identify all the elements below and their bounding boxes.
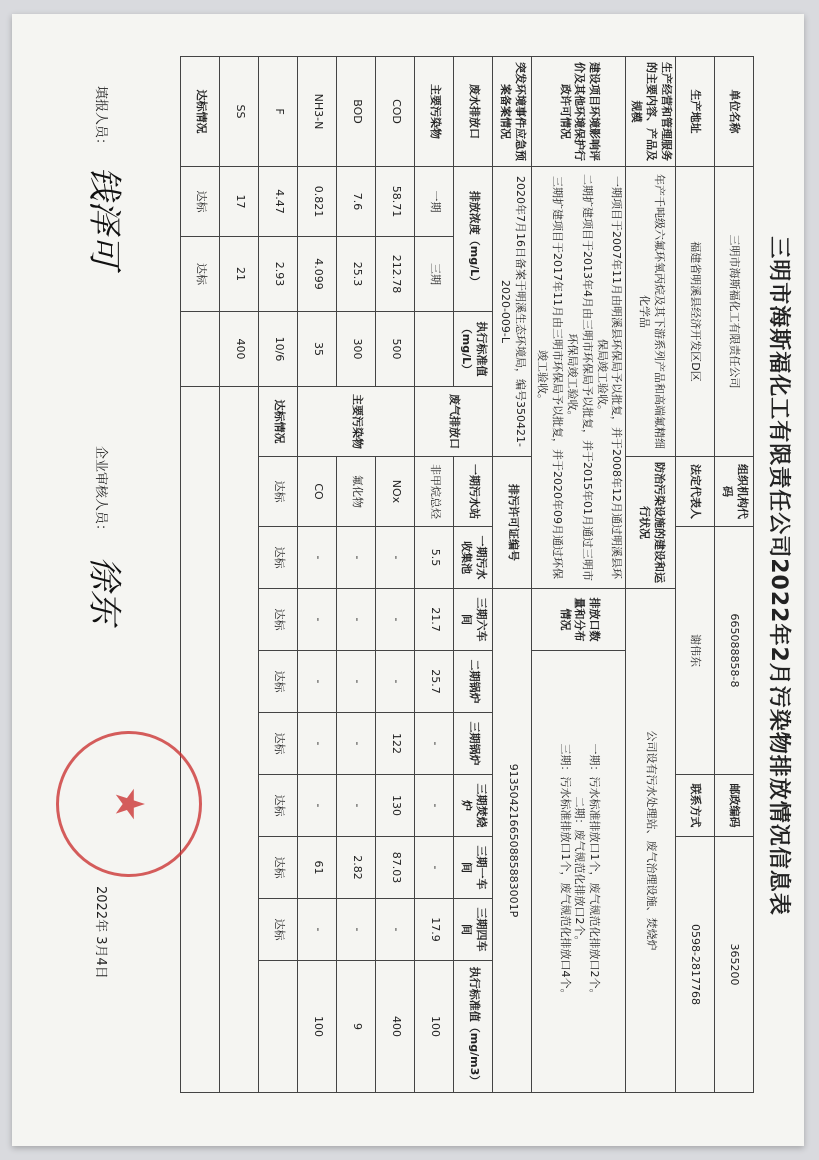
water-std: 35 xyxy=(298,312,337,387)
eia-text xyxy=(532,167,626,589)
row-water-compliance xyxy=(181,57,220,1093)
row-address xyxy=(676,57,715,1093)
legal-rep: 谢伟东 xyxy=(676,527,715,775)
company-seal xyxy=(56,731,202,877)
gas-value: 17.9 xyxy=(415,899,454,961)
gas-col-7: 三期一车间 xyxy=(454,837,493,899)
gas-col-5: 三期锅炉 xyxy=(454,713,493,775)
empty-cell xyxy=(415,312,454,387)
gas-value: - xyxy=(415,713,454,775)
gas-compliance: 达标 xyxy=(259,457,298,527)
row-emergency xyxy=(493,57,532,1093)
water-std: 10/6 xyxy=(259,312,298,387)
gas-value: - xyxy=(376,651,415,713)
gas-col-8: 三期四车间 xyxy=(454,899,493,961)
row-pollutant xyxy=(259,57,298,1093)
gas-value: 5.5 xyxy=(415,527,454,589)
gas-value: 2.82 xyxy=(337,837,376,899)
gas-value: - xyxy=(337,589,376,651)
gas-compliance-label: 达标情况 xyxy=(259,387,298,457)
gas-value: - xyxy=(298,775,337,837)
water-phase3-label: 三期 xyxy=(415,237,454,312)
water-pollutant-label: 主要污染物 xyxy=(415,57,454,167)
gas-value: - xyxy=(298,589,337,651)
org-code-label: 组织机构代码 xyxy=(715,457,754,527)
empty-cell xyxy=(181,387,220,1093)
eia-line: 一期项目于2007年11月由明溪县环保局予以批复，并于2008年12月通过明溪县环保局竣工验收。 xyxy=(595,176,624,579)
gas-value: 100 xyxy=(415,961,454,1093)
gas-pollutant-label: 主要污染物 xyxy=(298,387,415,457)
filler-signature: 钱泽可 xyxy=(84,166,124,268)
water-pollutant-name: COD xyxy=(376,57,415,167)
gas-value: 61 xyxy=(298,837,337,899)
postcode-label: 邮政编码 xyxy=(715,775,754,837)
water-std: 500 xyxy=(376,312,415,387)
gas-value: - xyxy=(415,837,454,899)
row-emission-header xyxy=(454,57,493,1093)
business: 年产千吨级六氟环氧丙烷及其下游系列产品和高端氟精细化学品 xyxy=(626,167,676,457)
row-pollutant xyxy=(376,57,415,1093)
gas-value: - xyxy=(415,775,454,837)
gas-value: 130 xyxy=(376,775,415,837)
business-label: 生产经营和管理服务的主要内容、产品及规模 xyxy=(626,57,676,167)
water-std: 400 xyxy=(220,312,259,387)
gas-compliance: 达标 xyxy=(259,775,298,837)
document-title: 三明市海斯福化工有限责任公司2022年2月污染物排放情况信息表 xyxy=(766,236,791,916)
gas-value: - xyxy=(298,651,337,713)
address: 福建省明溪县经济开发区D区 xyxy=(676,167,715,457)
water-value: 7.6 xyxy=(337,167,376,237)
gas-value: 400 xyxy=(376,961,415,1093)
gas-compliance: 达标 xyxy=(259,899,298,961)
gas-value: - xyxy=(376,899,415,961)
document-sheet xyxy=(12,14,804,1146)
emergency: 2020年7月16日备案于明溪生态环境局，编号350421-2020-009-L xyxy=(493,167,532,457)
row-pollutant xyxy=(337,57,376,1093)
water-outlet-label: 废水排放口 xyxy=(454,57,493,167)
eia-line: 二期扩建项目于2013年4月由三明市环保局予以批复，并于2015年01月通过三明市环保局竣工验收。 xyxy=(565,174,594,581)
gas-compliance: 达标 xyxy=(259,527,298,589)
org-code: 665088858-8 xyxy=(715,527,754,775)
water-value: 4.099 xyxy=(298,237,337,312)
water-value: 58.71 xyxy=(376,167,415,237)
permit-label: 排污许可证编号 xyxy=(493,457,532,589)
water-value: 2.93 xyxy=(259,237,298,312)
facility: 公司设有污水处理站、废气治理设施、焚烧炉 xyxy=(626,589,676,1093)
empty-cell xyxy=(259,961,298,1093)
gas-col-6: 三期焚烧炉 xyxy=(454,775,493,837)
gas-col-3: 三期六车间 xyxy=(454,589,493,651)
gas-compliance: 达标 xyxy=(259,589,298,651)
row-pollutant xyxy=(220,57,259,1093)
unit-name: 三明市海斯福化工有限责任公司 xyxy=(715,167,754,457)
water-phase1-label: 一期 xyxy=(415,167,454,237)
outlet-line: 二期：废气规范化排放口2个。 xyxy=(573,796,587,947)
row-pollutant xyxy=(298,57,337,1093)
water-pollutant-name: SS xyxy=(220,57,259,167)
facility-label: 防治污染设施的建设和运行状况 xyxy=(626,457,676,589)
water-value: 0.821 xyxy=(298,167,337,237)
gas-std-label: 执行标准值（mg/m3） xyxy=(454,961,493,1093)
gas-compliance: 达标 xyxy=(259,837,298,899)
gas-value: 21.7 xyxy=(415,589,454,651)
row-unit xyxy=(715,57,754,1093)
emergency-label: 突发环境事件应急预案备案情况 xyxy=(493,57,532,167)
gas-row-name: NOx xyxy=(376,457,415,527)
gas-row-name: CO xyxy=(298,457,337,527)
outlet-dist-label: 排放口数量和分布情况 xyxy=(532,589,626,651)
water-pollutant-name: BOD xyxy=(337,57,376,167)
gas-value: - xyxy=(298,527,337,589)
water-value: 25.3 xyxy=(337,237,376,312)
address-label: 生产地址 xyxy=(676,57,715,167)
outlet-dist-text xyxy=(532,651,626,1093)
filler-label: 填报人员： xyxy=(93,86,108,152)
report-date: 2022年 3月4日 xyxy=(93,886,108,979)
water-value: 4.47 xyxy=(259,167,298,237)
water-pollutant-name: F xyxy=(259,57,298,167)
reviewer-label: 企业审核人员： xyxy=(93,446,108,538)
water-compliance: 达标 xyxy=(181,167,220,237)
gas-value: - xyxy=(337,651,376,713)
gas-value: - xyxy=(337,527,376,589)
water-std: 300 xyxy=(337,312,376,387)
gas-value: - xyxy=(298,713,337,775)
empty-cell xyxy=(181,312,220,387)
gas-col-4: 二期锅炉 xyxy=(454,651,493,713)
permit-number: 91350421665088588300​1P xyxy=(493,589,532,1093)
water-std-label: 执行标准值（mg/L） xyxy=(454,312,493,387)
water-value: 21 xyxy=(220,237,259,312)
gas-value: 25.7 xyxy=(415,651,454,713)
gas-value: 87.03 xyxy=(376,837,415,899)
contact: 0598-2817768 xyxy=(676,837,715,1093)
outlet-line: 三期：污水标准排放口1个，废气规范化排放口4个。 xyxy=(558,743,572,1000)
info-table xyxy=(180,56,754,1093)
water-pollutant-name: NH3-N xyxy=(298,57,337,167)
gas-value: - xyxy=(376,527,415,589)
gas-value: - xyxy=(337,775,376,837)
water-conc-label: 排放浓度（mg/L） xyxy=(454,167,493,312)
gas-value: 122 xyxy=(376,713,415,775)
gas-col-2: 一期污水收集池 xyxy=(454,527,493,589)
gas-value: - xyxy=(337,899,376,961)
gas-value: - xyxy=(337,713,376,775)
gas-value: - xyxy=(376,589,415,651)
contact-label: 联系方式 xyxy=(676,775,715,837)
document-rotated-content xyxy=(42,26,802,1126)
gas-value: - xyxy=(298,899,337,961)
star-icon: ★ xyxy=(106,786,152,822)
gas-compliance: 达标 xyxy=(259,713,298,775)
postcode: 365200 xyxy=(715,837,754,1093)
water-compliance: 达标 xyxy=(181,237,220,312)
outlet-line: 一期：污水标准排放口1个，废气规范化排放口2个。 xyxy=(588,743,602,1000)
eia-label: 建设项目环境影响评价及其他环境保护行政许可情况 xyxy=(532,57,626,167)
gas-row-name: 氟化物 xyxy=(337,457,376,527)
legal-rep-label: 法定代表人 xyxy=(676,457,715,527)
gas-value: 9 xyxy=(337,961,376,1093)
reviewer-signature: 徐东 xyxy=(84,556,124,624)
gas-value: 100 xyxy=(298,961,337,1093)
empty-cell xyxy=(220,387,259,1093)
row-phase-header xyxy=(415,57,454,1093)
gas-compliance: 达标 xyxy=(259,651,298,713)
eia-line: 三期扩建项目于2017年11月由三明市环保局予以批复，并于2020年09月通过环保竣工验收。 xyxy=(536,176,565,579)
gas-col-1: 一期污水站 xyxy=(454,457,493,527)
gas-outlet-label: 废气排放口 xyxy=(415,387,493,457)
row-business xyxy=(626,57,676,1093)
water-value: 212.78 xyxy=(376,237,415,312)
water-value: 17 xyxy=(220,167,259,237)
unit-name-label: 单位名称 xyxy=(715,57,754,167)
row-eia xyxy=(532,57,626,1093)
water-compliance-label: 达标情况 xyxy=(181,57,220,167)
gas-row-name: 非甲烷总烃 xyxy=(415,457,454,527)
